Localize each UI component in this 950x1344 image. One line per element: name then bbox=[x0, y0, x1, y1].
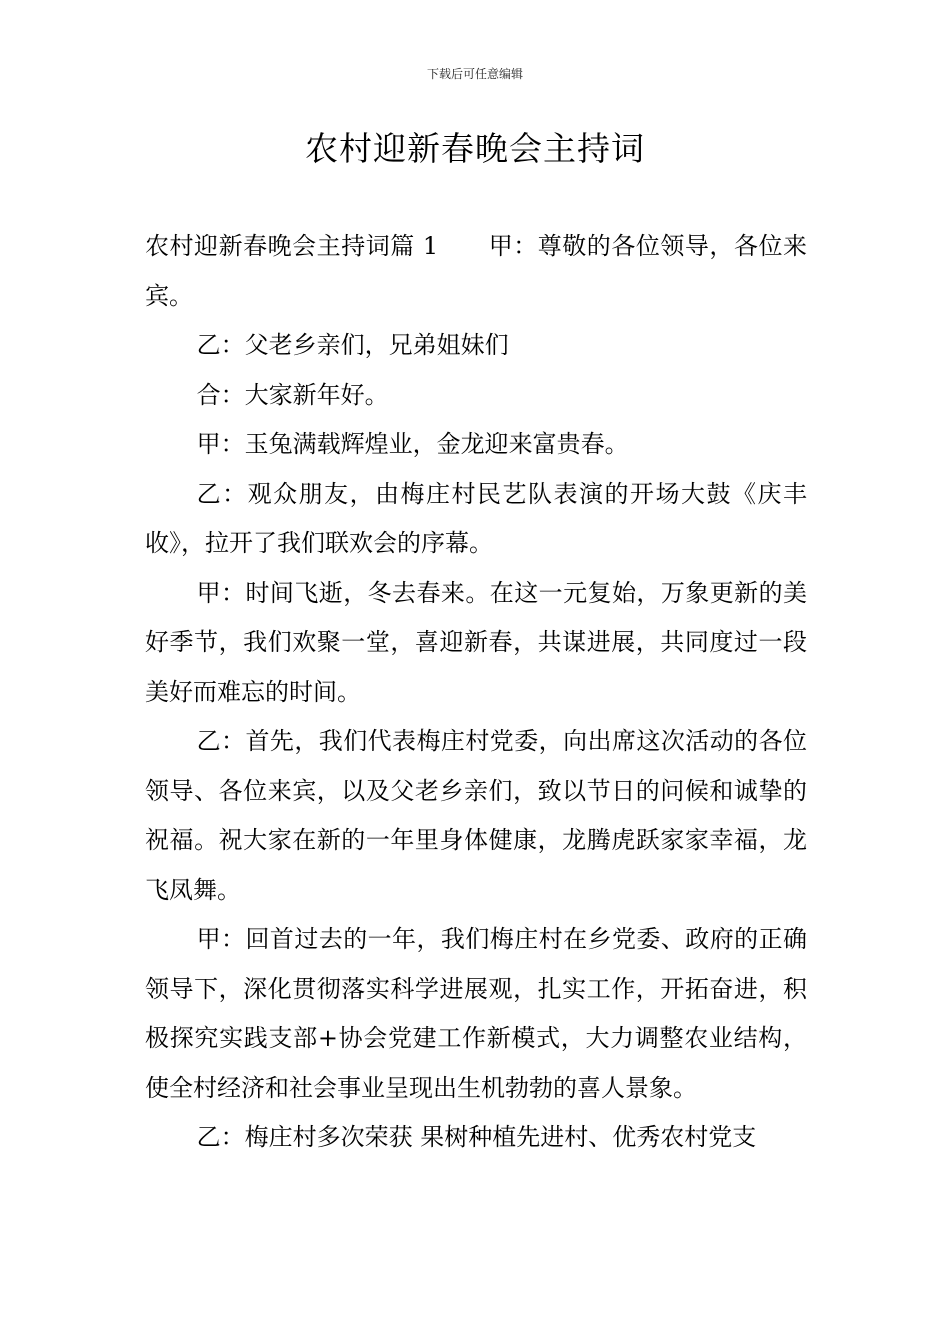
paragraph: 乙：梅庄村多次荣获 果树种植先进村、优秀农村党支 bbox=[196, 1123, 757, 1151]
paragraph: 合：大家新年好。 bbox=[196, 380, 389, 409]
paragraph: 甲：玉兔满载辉煌业，金龙迎来富贵春。 bbox=[196, 430, 629, 458]
paragraph: 甲：回首过去的一年，我们梅庄村在乡党委、政府的正确领导下，深化贯彻落实科学进展观，扎实工作，开拓奋进，积极探究实践支部+协会党建工作新模式，大力调整农业结构，使全村经济和社会事业呈现出生机勃勃的喜人景象。 bbox=[145, 925, 807, 1102]
document-title: 农村迎新春晚会主持词 bbox=[305, 129, 645, 168]
section-heading: 农村迎新春晚会主持词篇 1 bbox=[145, 232, 439, 260]
paragraph: 乙：父老乡亲们，兄弟姐妹们 bbox=[196, 331, 509, 359]
paragraph: 甲：时间飞逝，冬去春来。在这一元复始，万象更新的美好季节，我们欢聚一堂，喜迎新春，共谋进展，共同度过一段美好而难忘的时间。 bbox=[145, 578, 807, 706]
paragraph-text: 甲：尊敬的各位领导，各位来宾。 bbox=[145, 232, 807, 310]
paragraph: 乙：首先，我们代表梅庄村党委，向出席这次活动的各位领导、各位来宾，以及父老乡亲们，致以节日的问候和诚挚的祝福。祝大家在新的一年里身体健康，龙腾虎跃家家幸福，龙飞凤舞。 bbox=[145, 727, 807, 904]
paragraph: 乙：观众朋友，由梅庄村民艺队表演的开场大鼓《庆丰收》，拉开了我们联欢会的序幕。 bbox=[145, 479, 807, 557]
page-header-note: 下载后可任意编辑 bbox=[426, 67, 523, 81]
document-body bbox=[145, 222, 807, 1163]
paragraph-opening bbox=[145, 222, 807, 321]
